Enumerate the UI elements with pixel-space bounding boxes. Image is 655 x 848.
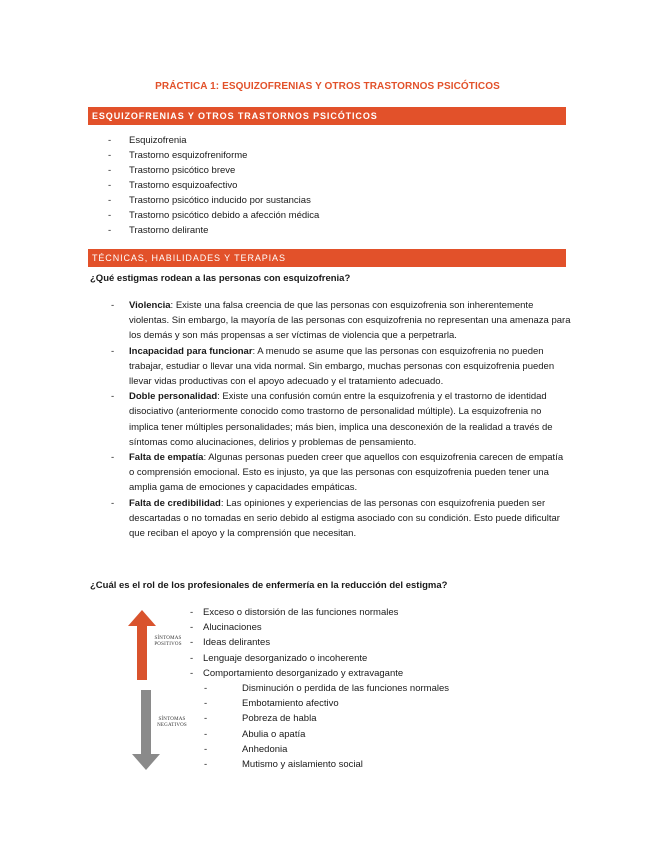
- positive-symptom-item: - Alucinaciones: [190, 620, 449, 635]
- stigma-term: Violencia: [129, 300, 171, 311]
- stigma-text: : A menudo se asume que las personas con esquizofrenia no pueden trabajar, estudiar o llevar una vida normal. Sin embargo, muchas personas con esquizofrenia pueden llevar vidas productivas con el apoyo adecuado y el tratamiento adecuado.: [129, 345, 555, 388]
- list-item: - Trastorno psicótico debido a afección médica: [108, 208, 319, 223]
- stigma-term: Doble personalidad: [129, 391, 218, 403]
- positive-symptom-item: - Exceso o distorsión de las funciones normales: [190, 605, 449, 620]
- stigma-term: Incapacidad para funcionar: [129, 345, 253, 357]
- list-item: - Trastorno psicótico breve: [108, 163, 319, 178]
- stigma-item: [111, 450, 571, 496]
- negative-symptom-item: - Mutismo y aislamiento social: [190, 757, 449, 772]
- negative-symptom-item: - Abulia o apatía: [190, 727, 449, 742]
- stigma-text: : Existe una falsa creencia de que las personas con esquizofrenia son inherentemente violentas. Sin embargo, la mayoría de las personas con esquizofrenia no representan una amenaza para los demás y son más propensas a ser víctimas de violencia que a perpetrarla.: [129, 300, 571, 342]
- stigma-term: Falta de empatía: [129, 452, 204, 464]
- list-item: - Trastorno esquizofreniforme: [108, 148, 319, 163]
- stigma-item: [111, 298, 571, 344]
- negative-symptom-item: - Embotamiento afectivo: [190, 696, 449, 711]
- negative-symptom-item: - Pobreza de habla: [190, 711, 449, 726]
- list-item: - Trastorno psicótico inducido por sustancias: [108, 193, 319, 208]
- stigma-text: : Existe una confusión común entre la esquizofrenia y el trastorno de identidad disociativo (anteriormente conocido como trastorno de personalidad múltiple). La esquizofrenia no implica tener múltiples personalidades; más bien, implica una desconexión de la realidad a través de síntomas como alucinaciones, delirios y problemas de pensamiento.: [129, 391, 553, 448]
- section-heading-trastornos: ESQUIZOFRENIAS Y OTROS TRASTORNOS PSICÓTICOS: [88, 107, 566, 125]
- question-stigmas: ¿Qué estigmas rodean a las personas con esquizofrenia?: [90, 273, 351, 284]
- stigma-text: : Algunas personas pueden creer que aquellos con esquizofrenia carecen de empatía o comprensión emocional. Esto es injusto, ya que las personas con esquizofrenia pueden tener una amplia gama de emociones y capacidades empáticas.: [129, 452, 564, 494]
- stigma-item: [111, 344, 571, 390]
- negative-symptom-item: - Anhedonia: [190, 742, 449, 757]
- section-heading-tecnicas: TÉCNICAS, HABILIDADES Y TERAPIAS: [88, 249, 566, 267]
- stigma-item: [111, 389, 571, 450]
- negative-symptoms-label: SÍNTOMAS NEGATIVOS: [157, 717, 187, 728]
- stigma-list: [111, 298, 571, 541]
- list-item: - Esquizofrenia: [108, 133, 319, 148]
- list-item: - Trastorno delirante: [108, 223, 319, 238]
- positive-symptoms-label: SÍNTOMAS POSITIVOS: [154, 636, 182, 647]
- stigma-item: [111, 496, 571, 542]
- negative-symptom-item: - Disminución o perdida de las funciones normales: [190, 681, 449, 696]
- symptom-list: [190, 605, 449, 772]
- arrow-down-icon: [132, 690, 160, 770]
- question-nursing-role: ¿Cuál es el rol de los profesionales de enfermería en la reducción del estigma?: [90, 580, 448, 591]
- disorder-list: [108, 133, 319, 238]
- positive-symptom-item: - Lenguaje desorganizado o incoherente: [190, 651, 449, 666]
- page-title: PRÁCTICA 1: ESQUIZOFRENIAS Y OTROS TRASTORNOS PSICÓTICOS: [155, 81, 500, 92]
- stigma-text: : Las opiniones y experiencias de las personas con esquizofrenia pueden ser descartadas o no tomadas en serio debido al estigma asociado con su condición. Esto puede dificultar que reciban el apoyo y la comprensión que necesitan.: [129, 497, 560, 540]
- positive-symptom-item: - Comportamiento desorganizado y extravagante: [190, 666, 449, 681]
- stigma-term: Falta de credibilidad: [129, 497, 221, 509]
- positive-symptom-item: - Ideas delirantes: [190, 635, 449, 650]
- list-item: - Trastorno esquizoafectivo: [108, 178, 319, 193]
